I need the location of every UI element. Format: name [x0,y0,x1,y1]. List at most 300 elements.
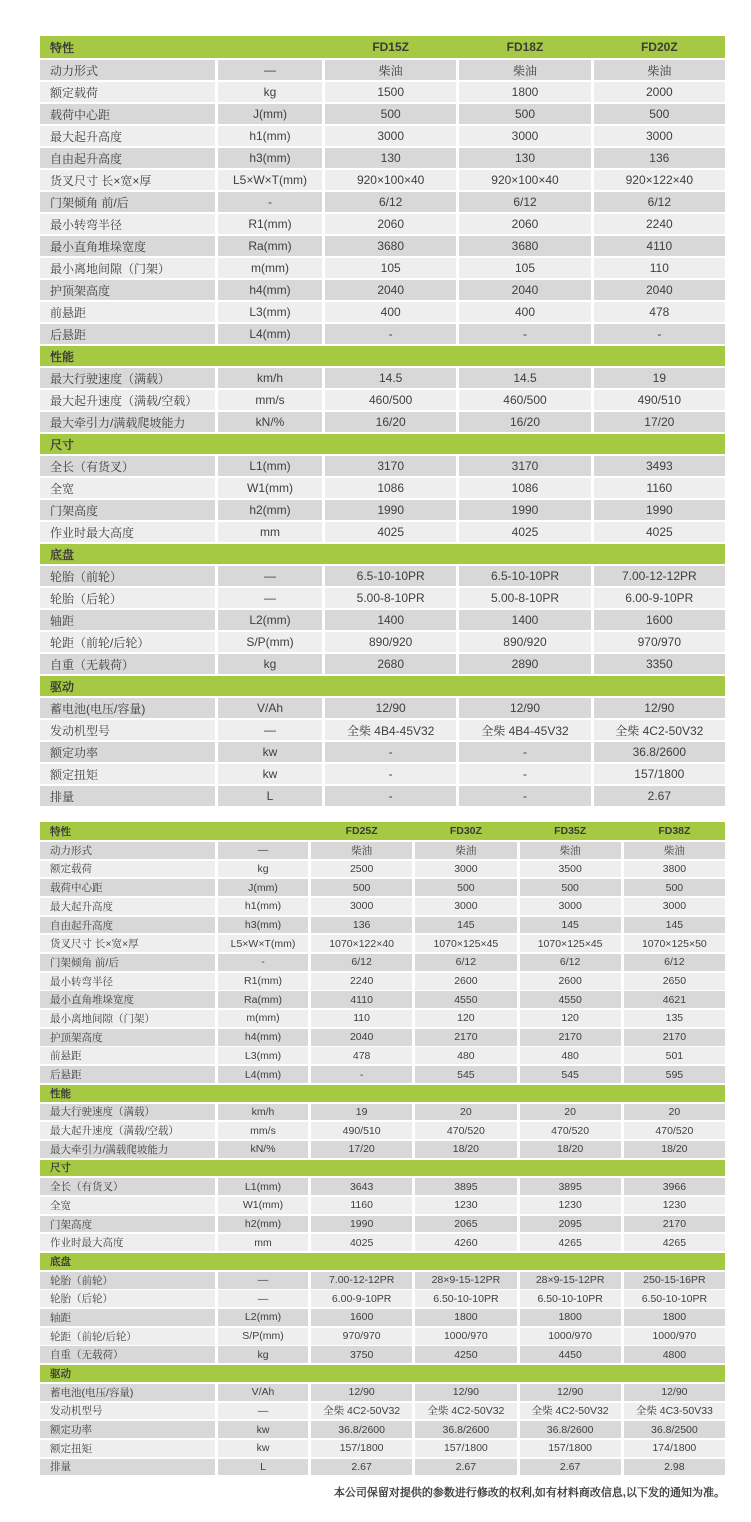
feature-cell: 额定载荷 [40,861,215,878]
unit-cell: kN/% [218,1141,308,1158]
unit-cell: kg [218,82,322,102]
unit-cell: h1(mm) [218,126,322,146]
value-cell: 柴油 [415,842,516,859]
unit-cell: h1(mm) [218,898,308,915]
feature-cell: 门架倾角 前/后 [40,192,215,212]
value-cell: 3350 [594,654,725,674]
table-row [40,1178,725,1195]
value-cell: 174/1800 [624,1440,725,1457]
value-cell: 1086 [459,478,590,498]
value-cell: 1086 [325,478,456,498]
value-cell: 14.5 [325,368,456,388]
value-cell: 157/1800 [415,1440,516,1457]
feature-cell: 自由起升高度 [40,917,215,934]
feature-cell: 全宽 [40,1197,215,1214]
unit-cell: S/P(mm) [218,1328,308,1345]
value-cell: 500 [311,879,412,896]
value-cell: 3000 [459,126,590,146]
table-row [40,1384,725,1401]
table-row [40,1234,725,1251]
section-header: 底盘 [40,544,725,564]
value-cell: 1070×125×45 [415,935,516,952]
unit-cell: R1(mm) [218,973,308,990]
value-cell: 2065 [415,1216,516,1233]
value-cell: 5.00-8-10PR [325,588,456,608]
table-row [40,786,725,806]
value-cell: 20 [415,1104,516,1121]
feature-header-cell: 特性 [50,40,75,55]
value-cell: 14.5 [459,368,590,388]
value-cell: 全柴 4C2-50V32 [520,1403,621,1420]
value-cell: 145 [624,917,725,934]
value-cell: 2680 [325,654,456,674]
section-header: 性能 [40,1085,725,1102]
unit-cell: km/h [218,368,322,388]
unit-cell: J(mm) [218,879,308,896]
table-row [40,610,725,630]
unit-cell: V/Ah [218,698,322,718]
table-row [40,1346,725,1363]
table-row [40,192,725,212]
value-cell: 3000 [325,126,456,146]
value-cell: 柴油 [459,60,590,80]
unit-cell: — [218,1290,308,1307]
value-cell: 2600 [520,973,621,990]
table-row [40,104,725,124]
value-cell: 1500 [325,82,456,102]
value-cell: 1160 [594,478,725,498]
table-row [40,302,725,322]
value-cell: - [594,324,725,344]
table-row [40,280,725,300]
table-row [40,148,725,168]
section-header: 驱动 [40,1365,725,1382]
model-header-cell: FD20Z [640,40,678,54]
value-cell: - [459,764,590,784]
table-header-row [40,36,725,58]
value-cell: 157/1800 [520,1440,621,1457]
feature-cell: 全长（有货叉） [40,1178,215,1195]
value-cell: 全柴 4C2-50V32 [415,1403,516,1420]
value-cell: 2170 [415,1029,516,1046]
value-cell: 920×100×40 [459,170,590,190]
value-cell: 500 [520,879,621,896]
feature-cell: 后悬距 [40,1066,215,1083]
value-cell: 2890 [459,654,590,674]
value-cell: 2040 [311,1029,412,1046]
unit-cell: Ra(mm) [218,236,322,256]
feature-cell: 最小直角堆垛宽度 [40,236,215,256]
value-cell: 490/510 [594,390,725,410]
value-cell: 12/90 [311,1384,412,1401]
feature-cell: 最大起升高度 [40,126,215,146]
value-cell: 6.50-10-10PR [624,1290,725,1307]
value-cell: 18/20 [520,1141,621,1158]
value-cell: 545 [520,1066,621,1083]
value-cell: 1000/970 [415,1328,516,1345]
feature-cell: 载荷中心距 [40,104,215,124]
feature-cell: 发动机型号 [40,720,215,740]
table-row [40,1104,725,1121]
table-row [40,1066,725,1083]
table-row [40,632,725,652]
table-row [40,973,725,990]
unit-cell: - [218,954,308,971]
value-cell: 20 [624,1104,725,1121]
value-cell: - [459,324,590,344]
value-cell: 4450 [520,1346,621,1363]
feature-cell: 作业时最大高度 [40,522,215,542]
feature-cell: 轴距 [40,1309,215,1326]
value-cell: 7.00-12-12PR [311,1272,412,1289]
value-cell: 全柴 4B4-45V32 [459,720,590,740]
value-cell: 2095 [520,1216,621,1233]
table-row [40,842,725,859]
feature-cell: 护顶架高度 [40,280,215,300]
table-row [40,258,725,278]
value-cell: 135 [624,1010,725,1027]
value-cell: 6/12 [415,954,516,971]
feature-cell: 额定扭矩 [40,764,215,784]
value-cell: 4265 [520,1234,621,1251]
feature-cell: 最小离地间隙（门架） [40,258,215,278]
feature-cell: 排量 [40,786,215,806]
value-cell: 2170 [520,1029,621,1046]
table-row [40,879,725,896]
value-cell: 3000 [594,126,725,146]
table-row [40,214,725,234]
value-cell: 5.00-8-10PR [459,588,590,608]
value-cell: 157/1800 [594,764,725,784]
unit-cell: S/P(mm) [218,632,322,652]
value-cell: 20 [520,1104,621,1121]
value-cell: 1000/970 [624,1328,725,1345]
value-cell: 1070×125×45 [520,935,621,952]
value-cell: 2500 [311,861,412,878]
value-cell: 3170 [325,456,456,476]
value-cell: 28×9-15-12PR [520,1272,621,1289]
table-row [40,126,725,146]
value-cell: 19 [594,368,725,388]
table-row [40,654,725,674]
table-row [40,478,725,498]
unit-cell: L5×W×T(mm) [218,935,308,952]
feature-cell: 发动机型号 [40,1403,215,1420]
table-row [40,898,725,915]
table-row [40,720,725,740]
model-header-cell: FD25Z [345,825,378,837]
unit-cell: m(mm) [218,258,322,278]
value-cell: 2.67 [311,1459,412,1476]
value-cell: 470/520 [415,1122,516,1139]
value-cell: 2060 [325,214,456,234]
unit-cell: mm [218,522,322,542]
value-cell: 3800 [624,861,725,878]
table-row [40,764,725,784]
value-cell: 17/20 [594,412,725,432]
unit-cell: - [218,192,322,212]
value-cell: 105 [459,258,590,278]
value-cell: 2650 [624,973,725,990]
value-cell: 6.00-9-10PR [311,1290,412,1307]
feature-cell: 最大起升高度 [40,898,215,915]
value-cell: 545 [415,1066,516,1083]
unit-cell: L [218,786,322,806]
value-cell: 500 [594,104,725,124]
value-cell: 3170 [459,456,590,476]
unit-cell: L3(mm) [218,1047,308,1064]
value-cell: 36.8/2600 [594,742,725,762]
unit-cell: h4(mm) [218,1029,308,1046]
unit-cell: L [218,1459,308,1476]
value-cell: 4550 [415,991,516,1008]
value-cell: 1600 [311,1309,412,1326]
value-cell: 3680 [325,236,456,256]
unit-cell: kw [218,1440,308,1457]
value-cell: 6/12 [459,192,590,212]
value-cell: 18/20 [415,1141,516,1158]
feature-cell: 最小直角堆垛宽度 [40,991,215,1008]
unit-cell: kw [218,742,322,762]
value-cell: 3680 [459,236,590,256]
feature-cell: 轮距（前轮/后轮） [40,632,215,652]
table-row [40,588,725,608]
value-cell: 136 [311,917,412,934]
feature-cell: 额定载荷 [40,82,215,102]
value-cell: 120 [520,1010,621,1027]
value-cell: 12/90 [520,1384,621,1401]
value-cell: 12/90 [325,698,456,718]
value-cell: 6.00-9-10PR [594,588,725,608]
value-cell: 1070×125×50 [624,935,725,952]
value-cell: 3643 [311,1178,412,1195]
value-cell: 1600 [594,610,725,630]
unit-cell: W1(mm) [218,1197,308,1214]
unit-cell: — [218,588,322,608]
value-cell: 250-15-16PR [624,1272,725,1289]
value-cell: 480 [415,1047,516,1064]
value-cell: 400 [325,302,456,322]
table-row [40,1309,725,1326]
value-cell: 3000 [624,898,725,915]
value-cell: 400 [459,302,590,322]
value-cell: 2600 [415,973,516,990]
table-row [40,82,725,102]
feature-header-cell: 特性 [50,825,71,838]
feature-cell: 最大起升速度（满载/空载） [40,1122,215,1139]
unit-cell: — [218,842,308,859]
table-row [40,1216,725,1233]
unit-cell: mm [218,1234,308,1251]
value-cell: 460/500 [325,390,456,410]
value-cell: 145 [415,917,516,934]
value-cell: 478 [594,302,725,322]
value-cell: 500 [624,879,725,896]
value-cell: 柴油 [624,842,725,859]
feature-cell: 货叉尺寸 长×宽×厚 [40,170,215,190]
value-cell: 2240 [594,214,725,234]
unit-cell: — [218,60,322,80]
value-cell: 1800 [520,1309,621,1326]
unit-cell: L2(mm) [218,1309,308,1326]
table-row [40,861,725,878]
value-cell: 6/12 [520,954,621,971]
value-cell: 470/520 [624,1122,725,1139]
value-cell: 3493 [594,456,725,476]
value-cell: 3895 [520,1178,621,1195]
value-cell: 3750 [311,1346,412,1363]
unit-cell: kg [218,1346,308,1363]
unit-cell: W1(mm) [218,478,322,498]
value-cell: 1070×122×40 [311,935,412,952]
value-cell: 1230 [624,1197,725,1214]
value-cell: - [311,1066,412,1083]
value-cell: 3966 [624,1178,725,1195]
value-cell: 16/20 [459,412,590,432]
value-cell: 4550 [520,991,621,1008]
value-cell: 全柴 4C2-50V32 [311,1403,412,1420]
value-cell: 1160 [311,1197,412,1214]
value-cell: 1000/970 [520,1328,621,1345]
feature-cell: 自由起升高度 [40,148,215,168]
value-cell: 3000 [520,898,621,915]
unit-cell: kw [218,1421,308,1438]
feature-cell: 作业时最大高度 [40,1234,215,1251]
unit-cell: L4(mm) [218,1066,308,1083]
value-cell: 2.67 [594,786,725,806]
value-cell: 890/920 [459,632,590,652]
value-cell: 19 [311,1104,412,1121]
value-cell: 1230 [520,1197,621,1214]
value-cell: 4025 [459,522,590,542]
section-header: 性能 [40,346,725,366]
value-cell: 2060 [459,214,590,234]
unit-cell: kg [218,861,308,878]
value-cell: 130 [459,148,590,168]
feature-cell: 前悬距 [40,1047,215,1064]
value-cell: 480 [520,1047,621,1064]
value-cell: 4025 [311,1234,412,1251]
section-header: 底盘 [40,1253,725,1270]
feature-cell: 前悬距 [40,302,215,322]
unit-cell: kg [218,654,322,674]
value-cell: 6.5-10-10PR [325,566,456,586]
feature-cell: 护顶架高度 [40,1029,215,1046]
unit-cell: R1(mm) [218,214,322,234]
value-cell: 110 [594,258,725,278]
value-cell: 4800 [624,1346,725,1363]
feature-cell: 最大牵引力/满载爬坡能力 [40,1141,215,1158]
value-cell: 2.67 [520,1459,621,1476]
table-row [40,566,725,586]
value-cell: 2000 [594,82,725,102]
value-cell: 6.50-10-10PR [415,1290,516,1307]
section-header: 驱动 [40,676,725,696]
model-header-cell: FD30Z [449,825,482,837]
value-cell: 1800 [624,1309,725,1326]
value-cell: - [459,786,590,806]
value-cell: 2170 [624,1029,725,1046]
value-cell: - [325,742,456,762]
value-cell: 全柴 4C2-50V32 [594,720,725,740]
unit-cell: h2(mm) [218,500,322,520]
feature-cell: 全宽 [40,478,215,498]
feature-cell: 蓄电池(电压/容量) [40,698,215,718]
feature-cell: 动力形式 [40,60,215,80]
unit-cell: L4(mm) [218,324,322,344]
feature-cell: 额定扭矩 [40,1440,215,1457]
feature-cell: 最小转弯半径 [40,214,215,234]
model-header-cell: FD15Z [372,40,409,54]
spec-table-fd15z-fd20z [40,36,725,808]
table-row [40,500,725,520]
section-header: 尺寸 [40,434,725,454]
value-cell: - [459,742,590,762]
table-row [40,1122,725,1139]
feature-cell: 排量 [40,1459,215,1476]
value-cell: 3895 [415,1178,516,1195]
value-cell: 157/1800 [311,1440,412,1457]
value-cell: 18/20 [624,1141,725,1158]
feature-cell: 后悬距 [40,324,215,344]
table-row [40,60,725,80]
table-row [40,742,725,762]
table-row [40,456,725,476]
feature-cell: 最大行驶速度（满载） [40,1104,215,1121]
value-cell: 4025 [325,522,456,542]
value-cell: 柴油 [311,842,412,859]
table-header-row [40,822,725,840]
unit-cell: h3(mm) [218,148,322,168]
feature-cell: 最大行驶速度（满载） [40,368,215,388]
value-cell: 970/970 [311,1328,412,1345]
value-cell: 130 [325,148,456,168]
section-header: 尺寸 [40,1160,725,1177]
value-cell: 36.8/2600 [520,1421,621,1438]
table-row [40,390,725,410]
value-cell: 920×100×40 [325,170,456,190]
unit-cell: L3(mm) [218,302,322,322]
feature-cell: 轮胎（后轮） [40,588,215,608]
feature-cell: 最大起升速度（满载/空载） [40,390,215,410]
value-cell: 1400 [459,610,590,630]
unit-cell: L5×W×T(mm) [218,170,322,190]
value-cell: 3000 [415,861,516,878]
value-cell: 1990 [594,500,725,520]
value-cell: 6/12 [594,192,725,212]
table-row [40,1272,725,1289]
model-header-cell: FD35Z [554,825,587,837]
unit-cell: m(mm) [218,1010,308,1027]
value-cell: 36.8/2600 [311,1421,412,1438]
table-row [40,1403,725,1420]
value-cell: 3500 [520,861,621,878]
unit-cell: J(mm) [218,104,322,124]
feature-cell: 门架高度 [40,500,215,520]
value-cell: 4110 [311,991,412,1008]
value-cell: 490/510 [311,1122,412,1139]
value-cell: 3000 [415,898,516,915]
value-cell: 470/520 [520,1122,621,1139]
unit-cell: km/h [218,1104,308,1121]
value-cell: 1990 [311,1216,412,1233]
value-cell: 4110 [594,236,725,256]
value-cell: 1800 [415,1309,516,1326]
unit-cell: h2(mm) [218,1216,308,1233]
value-cell: 460/500 [459,390,590,410]
table-row [40,1440,725,1457]
feature-cell: 轮胎（前轮） [40,1272,215,1289]
